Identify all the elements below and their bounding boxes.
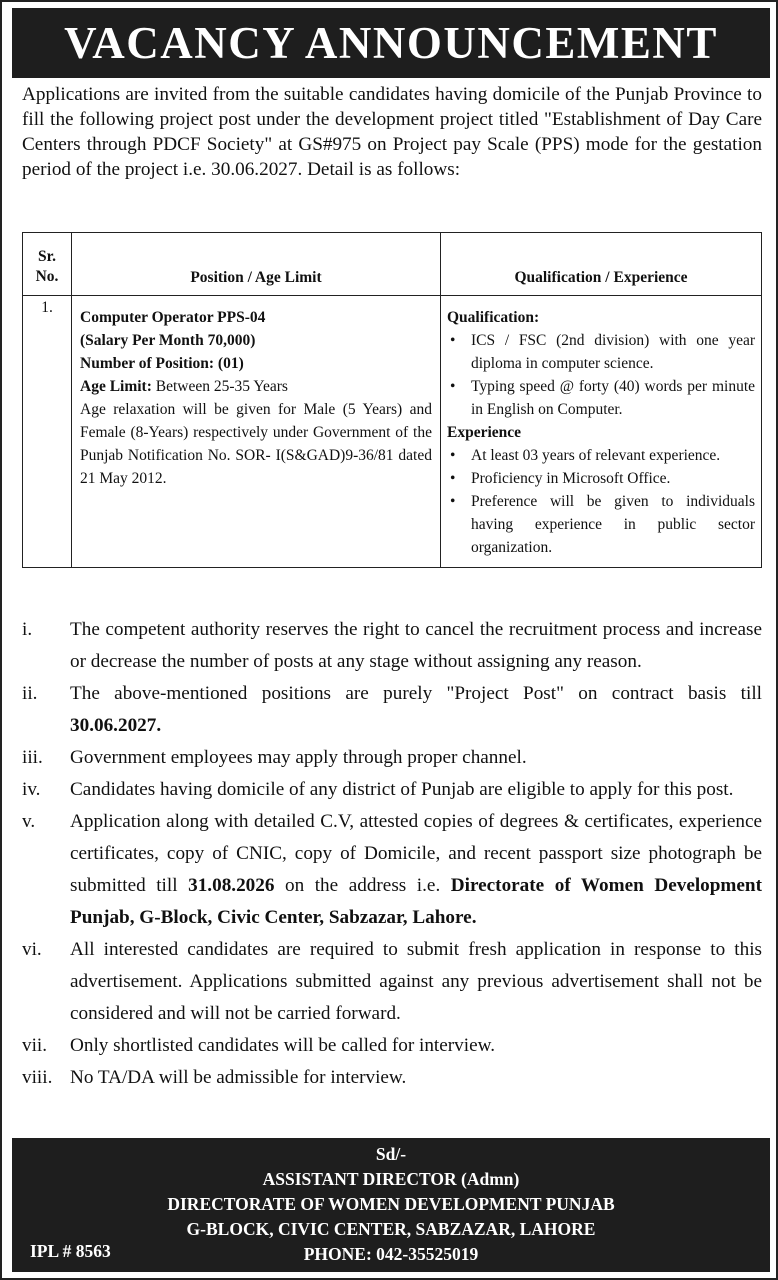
intro-paragraph: Applications are invited from the suitable candidates having domicile of the Punjab Province to fill the following project post under the development project titled "Establishment of Day Care Centers through PDCF Society" at GS#975 on Project pay Scale (PPS) mode for the gestation period of the project i.e. 30.06.2027. Detail is as follows: [22, 84, 762, 180]
organization-address: G-BLOCK, CIVIC CENTER, SABZAZAR, LAHORE [186, 1219, 596, 1239]
term-number: v. [22, 811, 36, 832]
submission-deadline: 31.08.2026 [188, 875, 275, 896]
salary-text: (Salary Per Month 70,000) [80, 332, 256, 349]
term-number: vii. [22, 1035, 48, 1056]
list-item [447, 467, 755, 490]
term-item [22, 934, 762, 1030]
ipl-number: IPL # 8563 [30, 1241, 111, 1261]
term-item [22, 742, 762, 774]
term-item [22, 614, 762, 678]
experience-list [447, 444, 755, 559]
row-sr-no: 1. [23, 296, 72, 568]
term-number: viii. [22, 1067, 53, 1088]
list-item [447, 490, 755, 559]
bullet-icon: • [450, 493, 456, 510]
age-limit-label: Age Limit: [80, 378, 152, 395]
experience-heading: Experience [447, 424, 522, 441]
bullet-icon: • [450, 470, 456, 487]
submission-address: Directorate of Women Development Punjab, G-Block, Civic Center, Sabzazar, Lahore. [70, 875, 762, 928]
qualification-list [447, 329, 755, 421]
number-of-positions: Number of Position: (01) [80, 355, 244, 372]
page-title: VACANCY ANNOUNCEMENT [12, 8, 770, 78]
bullet-icon: • [450, 332, 456, 349]
bullet-icon: • [450, 447, 456, 464]
position-cell [72, 296, 441, 568]
qualification-heading: Qualification: [447, 309, 540, 326]
term-item [22, 1062, 762, 1094]
term-text: The competent authority reserves the right to cancel the recruitment process and increase or decrease the number of posts at any stage without assigning any reason. [70, 619, 762, 672]
table-row [23, 296, 762, 568]
header-position: Position / Age Limit [72, 233, 441, 296]
list-item-text: At least 03 years of relevant experience. [471, 447, 721, 464]
contract-end-date: 30.06.2027. [70, 715, 162, 736]
table-header-row [23, 233, 762, 296]
term-item [22, 678, 762, 742]
terms-list [22, 614, 762, 1094]
signature-mark: Sd/- [375, 1144, 407, 1164]
term-number: iii. [22, 747, 43, 768]
term-text-part: The above-mentioned positions are purely "Project Post" on contract basis till [70, 683, 762, 704]
list-item-text: Preference will be given to individuals having experience in public sector organization. [471, 493, 755, 556]
term-text: Candidates having domicile of any district of Punjab are eligible to apply for this post. [70, 779, 734, 800]
term-text: All interested candidates are required to submit fresh application in response to this advertisement. Applications submitted against any previous advertisement shall not be considered and will not be carried forward. [70, 939, 762, 1024]
organization-name: DIRECTORATE OF WOMEN DEVELOPMENT PUNJAB [167, 1194, 615, 1214]
phone-number: PHONE: 042-35525019 [303, 1244, 479, 1264]
term-text: No TA/DA will be admissible for interview. [70, 1067, 407, 1088]
header-qualification: Qualification / Experience [441, 233, 762, 296]
position-title: Computer Operator PPS-04 [80, 309, 266, 326]
term-text [70, 678, 762, 742]
age-limit-value: Between 25-35 Years [151, 378, 288, 395]
age-relaxation-text: Age relaxation will be given for Male (5 Years) and Female (8-Years) respectively under Government of the Punjab Notification No. SOR- I(S&GAD)9-36/81 dated 21 May 2012. [80, 401, 432, 487]
list-item [447, 444, 755, 467]
bullet-icon: • [450, 378, 456, 395]
term-text [70, 806, 762, 934]
list-item-text: Proficiency in Microsoft Office. [471, 470, 671, 487]
list-item-text: ICS / FSC (2nd division) with one year diploma in computer science. [471, 332, 755, 372]
header-sr-no: Sr. No. [23, 233, 72, 296]
list-item [447, 375, 755, 421]
qualification-cell [441, 296, 762, 568]
term-item [22, 1030, 762, 1062]
term-number: ii. [22, 683, 38, 704]
term-text-part: Application along with detailed C.V, attested copies of degrees & certificates, experience certificates, copy of CNIC, copy of Domicile, and recent passport size photograph be submitted till [70, 811, 762, 896]
term-item [22, 774, 762, 806]
signature-block [12, 1138, 770, 1272]
term-text: Only shortlisted candidates will be called for interview. [70, 1035, 496, 1056]
age-limit [80, 375, 432, 398]
list-item-text: Typing speed @ forty (40) words per minute in English on Computer. [471, 378, 755, 418]
list-item [447, 329, 755, 375]
term-item [22, 806, 762, 934]
term-number: vi. [22, 939, 42, 960]
signatory-title: ASSISTANT DIRECTOR (Admn) [262, 1169, 520, 1189]
term-text: Government employees may apply through proper channel. [70, 747, 527, 768]
term-text-part: on the address i.e. [274, 875, 451, 896]
vacancy-table [22, 232, 762, 568]
term-number: iv. [22, 779, 41, 800]
term-number: i. [22, 619, 33, 640]
